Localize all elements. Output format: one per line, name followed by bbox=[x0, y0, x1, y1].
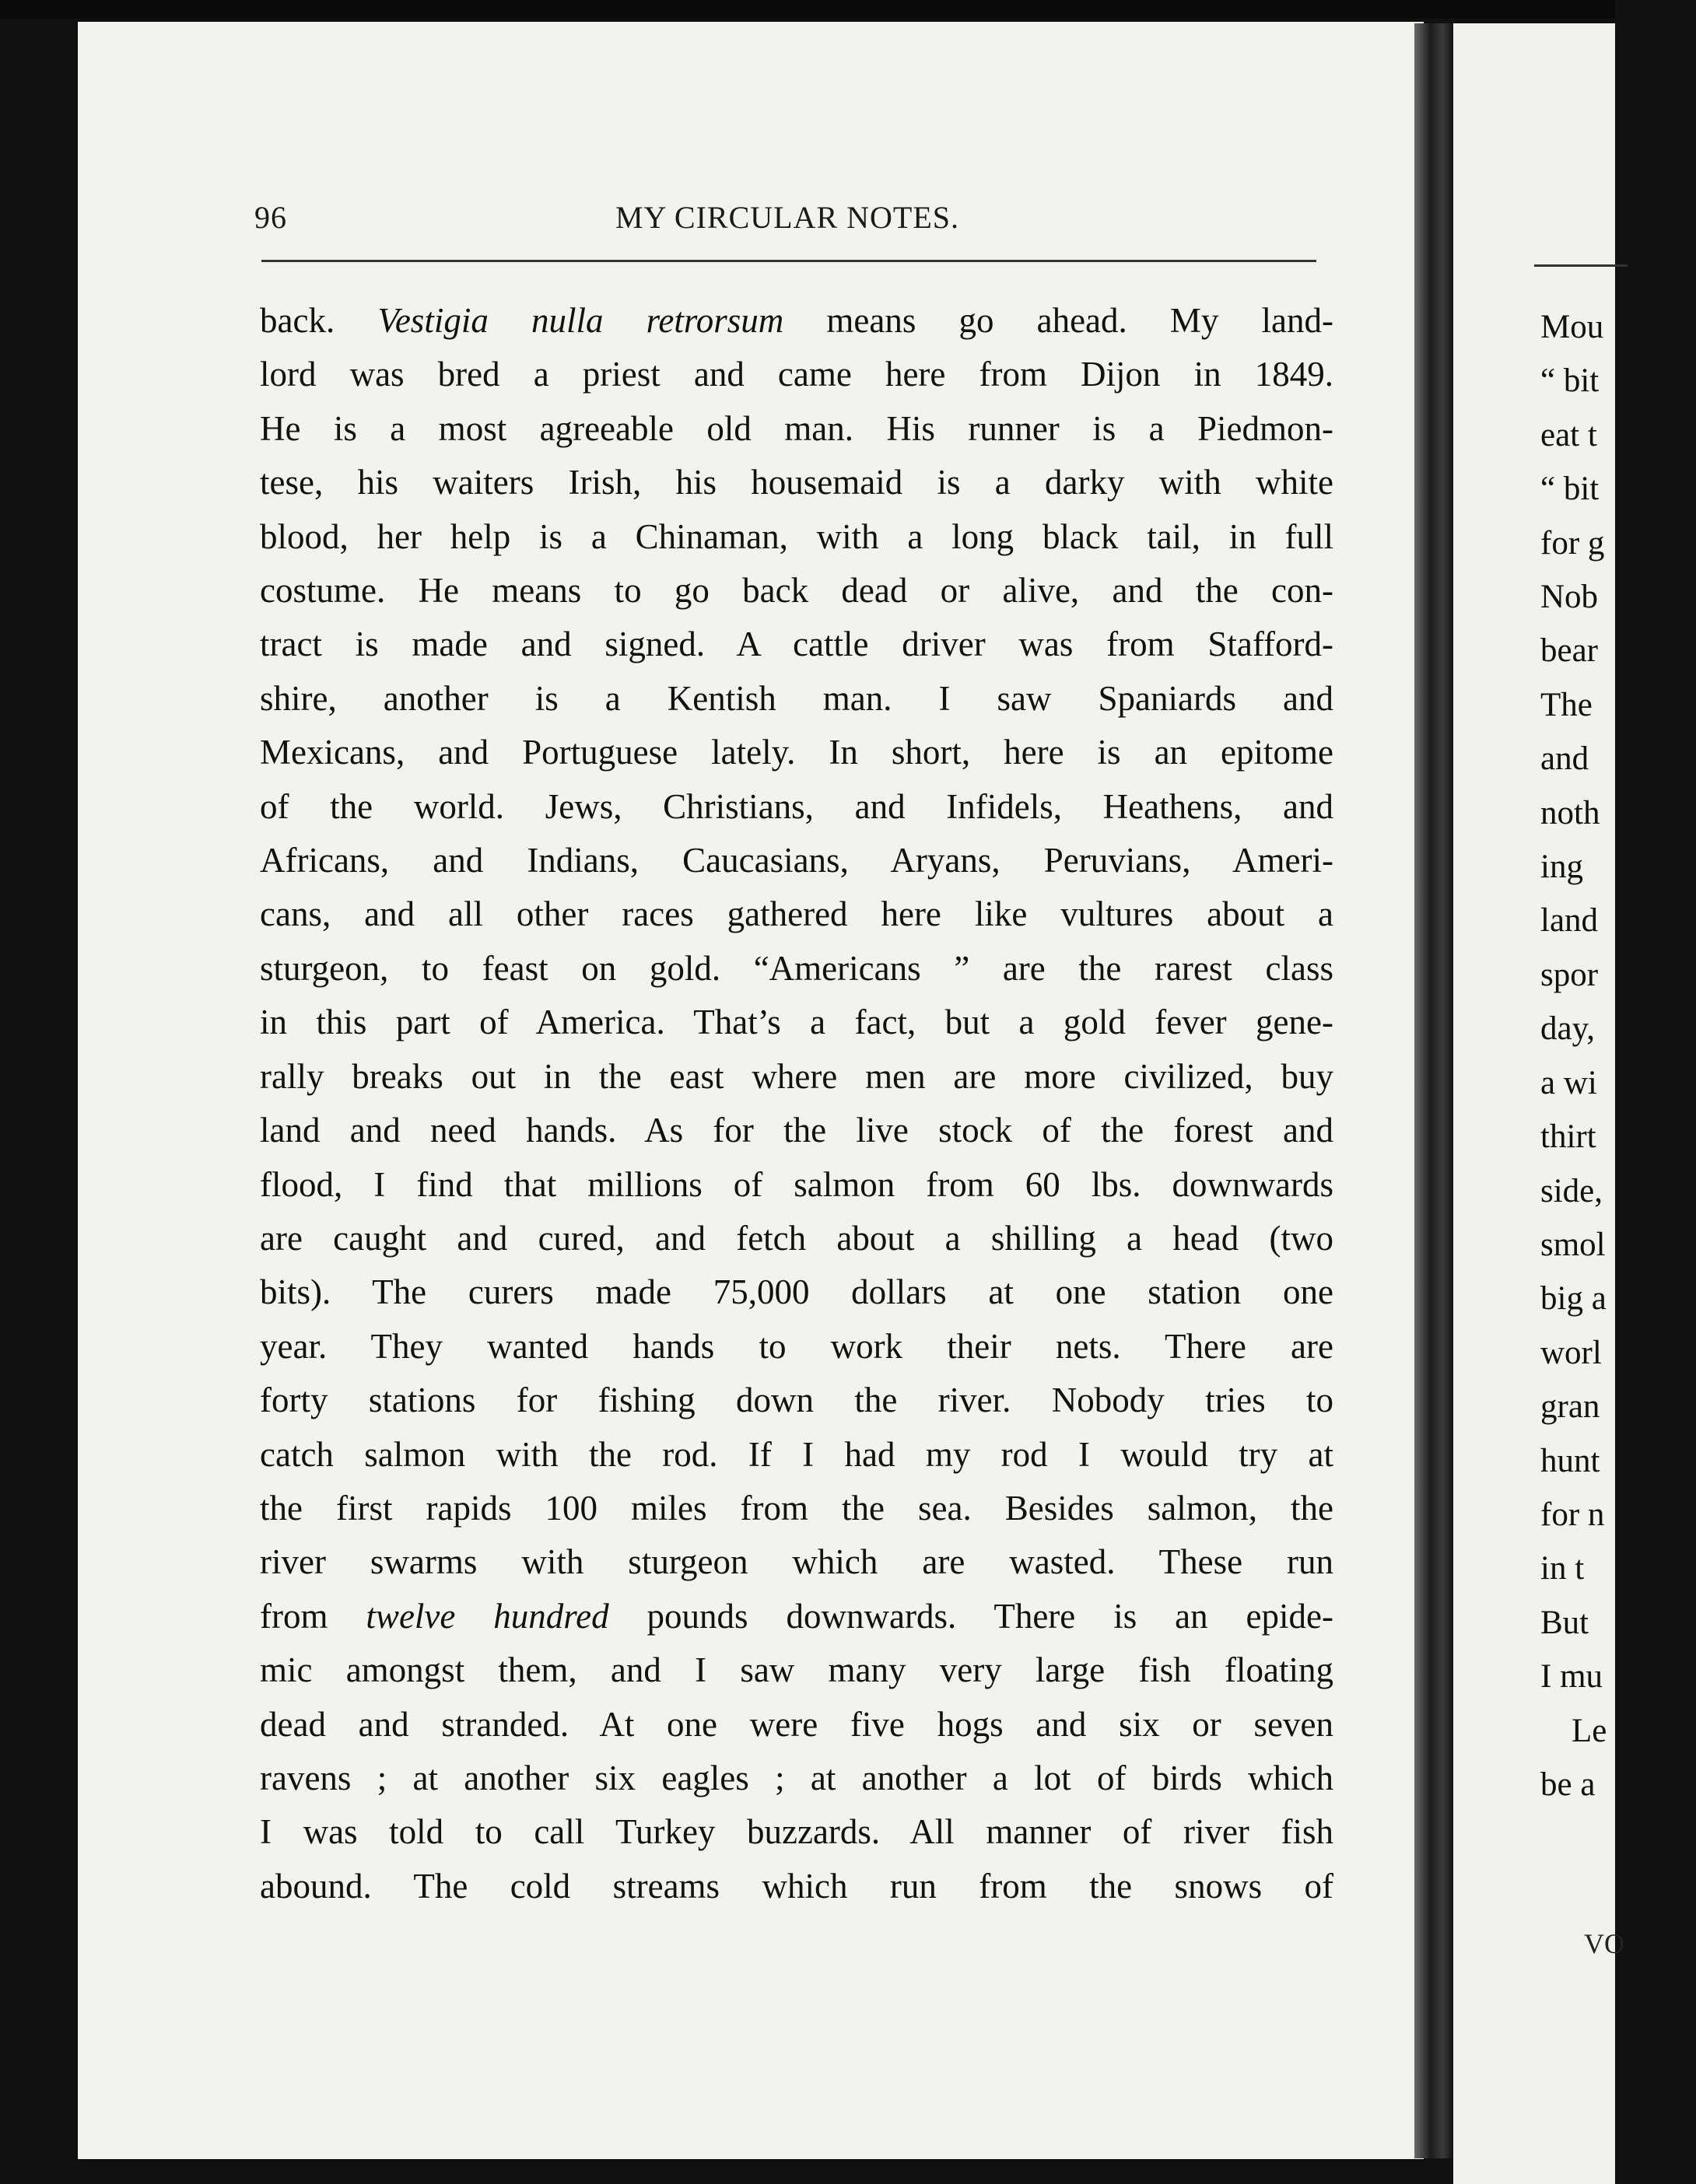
right-page-text bbox=[1540, 300, 1696, 1811]
text-line: He is a most agreeable old man. His runner is a Piedmon- bbox=[260, 408, 1333, 448]
right-page-fragment: ing bbox=[1540, 849, 1583, 886]
text-line: in this part of America. That’s a fact, but a gold fever gene- bbox=[260, 1003, 1333, 1042]
right-page-fragment: thirt bbox=[1540, 1118, 1596, 1156]
right-page-fragment: eat t bbox=[1540, 416, 1597, 453]
scan-background bbox=[0, 0, 1615, 19]
text-line: the first rapids 100 miles from the sea. Besides salmon, the bbox=[260, 1488, 1333, 1528]
right-page-fragment: Nob bbox=[1540, 579, 1599, 616]
italic-phrase: Vestigia nulla retrorsum bbox=[377, 301, 784, 340]
right-page-footer: VO bbox=[1584, 1928, 1624, 1959]
right-page-fragment: and bbox=[1540, 740, 1589, 778]
right-page-fragment: land bbox=[1540, 902, 1599, 940]
right-page-fragment: “ bit bbox=[1540, 471, 1600, 508]
right-page-fragment: I mu bbox=[1540, 1658, 1603, 1696]
text-line: are caught and cured, and fetch about a shilling a head (two bbox=[260, 1218, 1333, 1258]
right-page-rule bbox=[1534, 264, 1628, 267]
right-page-fragment: side, bbox=[1540, 1172, 1603, 1209]
text-line: mic amongst them, and I saw many very large fish floating bbox=[260, 1650, 1333, 1690]
text-line: shire, another is a Kentish man. I saw Spaniards and bbox=[260, 678, 1333, 718]
header-rule bbox=[261, 260, 1316, 262]
text-line: river swarms with sturgeon which are wasted. These run bbox=[260, 1542, 1333, 1582]
text-line: Mexicans, and Portuguese lately. In short, here is an epitome bbox=[260, 733, 1333, 772]
page-header bbox=[254, 199, 1320, 246]
right-page-fragment: But bbox=[1540, 1604, 1589, 1641]
text-line: catch salmon with the rod. If I had my rod I would try at bbox=[260, 1434, 1333, 1474]
text-line: ravens ; at another six eagles ; at another a lot of birds which bbox=[260, 1758, 1333, 1797]
right-page-fragment: hunt bbox=[1540, 1442, 1600, 1479]
right-page bbox=[1453, 23, 1624, 2184]
right-page-fragment: a wi bbox=[1540, 1064, 1597, 1101]
text-line: tract is made and signed. A cattle driver was from Stafford- bbox=[260, 625, 1333, 664]
text-line: abound. The cold streams which run from the snows of bbox=[260, 1866, 1333, 1906]
right-page-fragment: big a bbox=[1540, 1280, 1607, 1318]
text-line: year. They wanted hands to work their nets. There are bbox=[260, 1326, 1333, 1366]
text-line: of the world. Jews, Christians, and Infidels, Heathens, and bbox=[260, 786, 1333, 826]
book-gutter bbox=[1414, 23, 1455, 2158]
text-line: blood, her help is a Chinaman, with a long black tail, in full bbox=[260, 516, 1333, 556]
right-page-fragment: for g bbox=[1540, 524, 1605, 562]
text-line: rally breaks out in the east where men are more civilized, buy bbox=[260, 1056, 1333, 1096]
right-page-fragment: gran bbox=[1540, 1388, 1600, 1426]
right-page-fragment: Mou bbox=[1540, 309, 1604, 345]
text-line: costume. He means to go back dead or alive, and the con- bbox=[260, 571, 1333, 611]
right-page-fragment: smol bbox=[1540, 1226, 1606, 1263]
page-number: 96 bbox=[254, 200, 287, 235]
text-line: forty stations for fishing down the river. Nobody tries to bbox=[260, 1381, 1333, 1420]
right-page-fragment: spor bbox=[1540, 956, 1599, 993]
right-page-fragment: in t bbox=[1540, 1550, 1585, 1587]
right-page-fragment: day, bbox=[1540, 1010, 1596, 1048]
text-line: tese, his waiters Irish, his housemaid is a darky with white bbox=[260, 463, 1333, 502]
italic-phrase: twelve hundred bbox=[366, 1596, 609, 1636]
text-line: back. Vestigia nulla retrorsum means go ahead. My land- bbox=[260, 301, 1333, 340]
running-title: MY CIRCULAR NOTES. bbox=[615, 200, 960, 235]
right-page-fragment: The bbox=[1540, 686, 1593, 723]
right-page-fragment: noth bbox=[1540, 794, 1600, 831]
text-line: cans, and all other races gathered here like vultures about a bbox=[260, 894, 1333, 934]
right-page-fragment: Le bbox=[1572, 1712, 1607, 1749]
text-line: flood, I find that millions of salmon from 60 lbs. downwards bbox=[260, 1164, 1333, 1204]
text-line: lord was bred a priest and came here from Dijon in 1849. bbox=[260, 355, 1333, 394]
right-page-fragment: be a bbox=[1540, 1766, 1596, 1803]
text-line: from twelve hundred pounds downwards. There is an epide- bbox=[260, 1596, 1333, 1636]
text-line: Africans, and Indians, Caucasians, Aryans, Peruvians, Ameri- bbox=[260, 841, 1333, 880]
right-page-fragment: “ bit bbox=[1540, 362, 1600, 400]
right-page-fragment: for n bbox=[1540, 1496, 1605, 1533]
text-line: dead and stranded. At one were five hogs and six or seven bbox=[260, 1704, 1333, 1744]
text-line: sturgeon, to feast on gold. “Americans ” are the rarest class bbox=[260, 948, 1333, 988]
right-page-fragment: bear bbox=[1540, 632, 1598, 670]
body-text bbox=[260, 294, 1333, 1913]
text-line: land and need hands. As for the live stock of the forest and bbox=[260, 1111, 1333, 1150]
right-page-fragment: worl bbox=[1540, 1334, 1602, 1371]
text-line: bits). The curers made 75,000 dollars at one station one bbox=[260, 1272, 1333, 1312]
text-line: I was told to call Turkey buzzards. All manner of river fish bbox=[260, 1812, 1333, 1852]
